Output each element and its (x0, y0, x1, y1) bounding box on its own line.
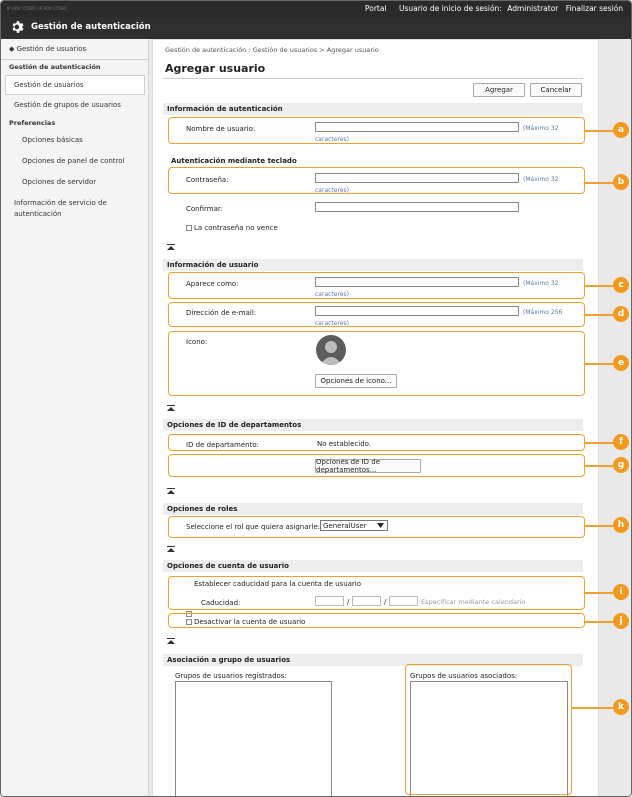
highlight-e (168, 331, 585, 396)
login-user-label: Usuario de inicio de sesión: (398, 4, 502, 13)
username-label: Nombre de usuario: (186, 125, 256, 133)
registered-groups-label: Grupos de usuarios registrados: (175, 672, 287, 680)
top-links (355, 4, 623, 13)
date-separator: / (347, 598, 350, 606)
section-roles: Opciones de roles (163, 503, 583, 515)
sidebar-item-panel[interactable]: Opciones de panel de control (22, 157, 125, 165)
display-name-label: Aparece como: (186, 280, 239, 288)
highlight-b (168, 167, 585, 194)
callout-c: c (613, 277, 629, 293)
add-button[interactable]: Agregar (473, 83, 525, 97)
callout-k: k (613, 699, 629, 715)
scroll-top-icon[interactable] (167, 405, 175, 411)
sidebar-item-users[interactable]: Gestión de usuarios (14, 81, 84, 89)
scroll-top-icon[interactable] (167, 546, 175, 552)
breadcrumb: Gestión de autenticación : Gestión de usuarios > Agregar usuario (165, 46, 379, 54)
highlight-d (168, 302, 585, 327)
sidebar-group-auth: Gestión de autenticación (9, 63, 101, 71)
username-hint-1: (Máximo 32 (523, 125, 559, 132)
highlight-k (405, 664, 572, 795)
dept-settings-button[interactable]: Opciones de ID de departamentos... (315, 459, 421, 473)
section-user-info: Información de usuario (163, 259, 583, 271)
sidebar-group-prefs: Preferencias (9, 119, 56, 127)
password-hint-1: (Máximo 32 (523, 176, 559, 183)
display-hint-1: (Máximo 32 (523, 280, 559, 287)
highlight-i (168, 576, 585, 610)
sidebar-service-line1: Información de servicio de (14, 199, 107, 207)
highlight-j (168, 613, 585, 628)
dept-id-value: No establecido. (317, 440, 372, 448)
highlight-f (168, 434, 585, 451)
cancel-button[interactable]: Cancelar (530, 83, 582, 97)
device-name: IP ADV C5560 / IP ADV C5560 (7, 6, 67, 11)
associated-groups-label: Grupos de usuarios asociados: (410, 672, 518, 680)
section-auth-info: Información de autenticación (163, 103, 583, 115)
sidebar-item-server[interactable]: Opciones de servidor (22, 178, 97, 186)
email-label: Dirección de e-mail: (186, 309, 257, 317)
callout-f: f (613, 434, 629, 450)
app-title: Gestión de autenticación (31, 22, 151, 32)
highlight-a (168, 117, 585, 144)
disable-account-label: Desactivar la cuenta de usuario (194, 618, 306, 626)
app-header (1, 17, 632, 39)
username-hint-2: caracteres) (315, 136, 349, 143)
registered-groups-list[interactable] (175, 681, 332, 797)
sidebar-back-link[interactable]: ◆ Gestión de usuarios (9, 45, 87, 53)
dept-id-label: ID de departamento: (186, 441, 259, 449)
callout-a: a (613, 122, 629, 138)
sidebar-item-basic[interactable]: Opciones básicas (22, 136, 83, 144)
callout-g: g (613, 457, 629, 473)
sidebar (1, 39, 149, 797)
sidebar-item-service[interactable] (14, 199, 107, 218)
callout-j: j (613, 613, 629, 629)
scroll-top-icon[interactable] (167, 488, 175, 494)
role-label: Seleccione el rol que quiera asignarle: (186, 523, 321, 531)
date-separator: / (384, 598, 387, 606)
section-account: Opciones de cuenta de usuario (163, 560, 583, 572)
scroll-top-icon[interactable] (167, 244, 175, 250)
callout-e: e (613, 355, 629, 371)
top-bar (1, 1, 632, 17)
section-groups: Asociación a grupo de usuarios (163, 654, 583, 666)
page-title: Agregar usuario (165, 62, 266, 75)
email-hint-1: (Máximo 256 (523, 309, 563, 316)
logout-link[interactable]: Finalizar sesión (565, 4, 623, 13)
kbd-auth-title: Autenticación mediante teclado (171, 157, 297, 165)
callout-i: i (613, 584, 629, 600)
password-hint-2: caracteres) (315, 187, 349, 194)
gear-icon (11, 20, 25, 34)
noexpire-label: La contraseña no vence (194, 224, 278, 232)
portal-link[interactable]: Portal (365, 4, 387, 13)
expire-label: Establecer caducidad para la cuenta de usuario (194, 580, 362, 588)
highlight-h (168, 516, 585, 538)
callout-d: d (613, 306, 629, 322)
expiry-date-label: Caducidad: (201, 599, 241, 607)
noexpire-checkbox[interactable] (186, 225, 192, 231)
confirm-input[interactable] (315, 202, 519, 212)
password-label: Contraseña: (186, 176, 229, 184)
sidebar-service-line2: autenticación (14, 210, 62, 218)
sidebar-item-groups[interactable]: Gestión de grupos de usuarios (14, 101, 121, 109)
calendar-link[interactable]: Especificar mediante calendario (421, 598, 526, 606)
icon-settings-button[interactable]: Opciones de icono... (315, 374, 397, 388)
highlight-c (168, 272, 585, 299)
icon-label: Icono: (186, 338, 208, 346)
callout-h: h (613, 517, 629, 533)
highlight-g (168, 454, 585, 477)
confirm-label: Confirmar: (186, 205, 223, 213)
scroll-top-icon[interactable] (167, 638, 175, 644)
display-hint-2: caracteres) (315, 291, 349, 298)
callout-b: b (613, 174, 629, 190)
section-dept: Opciones de ID de departamentos (163, 419, 583, 431)
login-user-name: Administrator (507, 4, 559, 13)
email-hint-2: caracteres) (315, 320, 349, 327)
role-select-value: GeneralUser (323, 522, 367, 530)
